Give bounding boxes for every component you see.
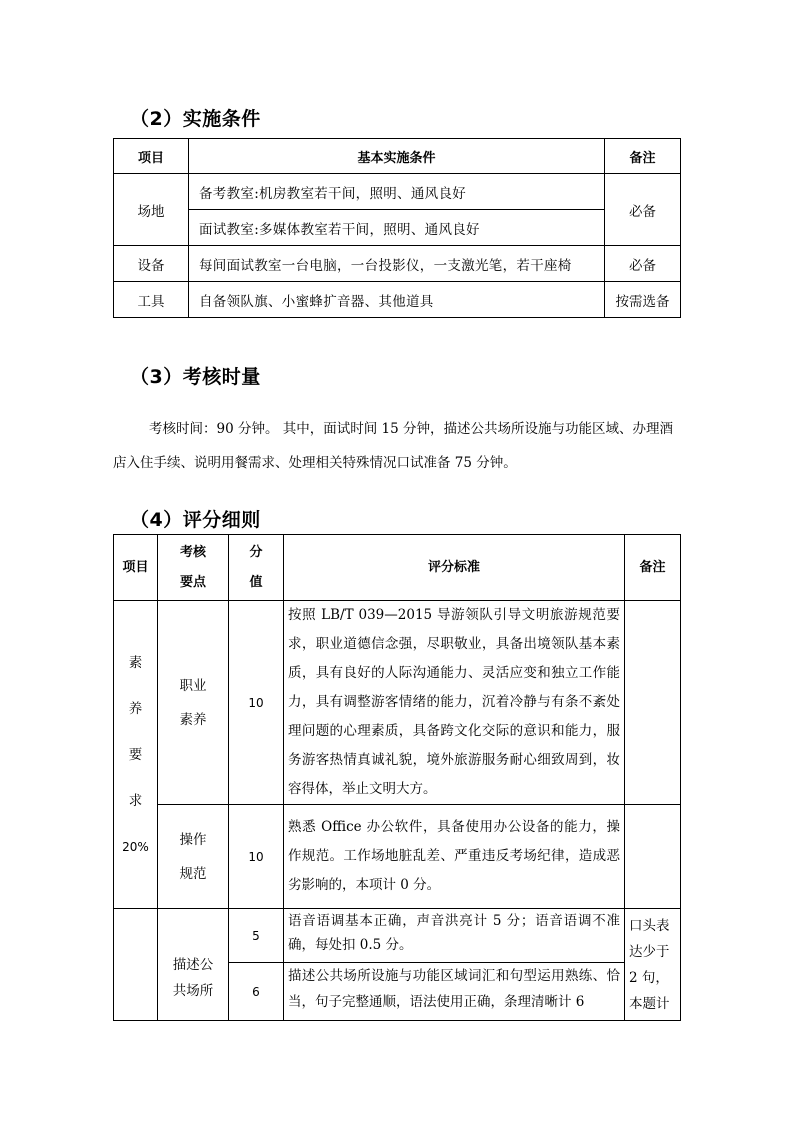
venue-note: 必备 [605,174,681,246]
table-header-row [114,535,681,601]
describe-note [625,909,681,1021]
tools-item: 工具 [114,282,189,318]
professional-note [625,601,681,805]
table-row-describe-1 [114,909,681,963]
operation-note [625,805,681,909]
table-header-row [114,139,681,174]
tools-condition: 自备领队旗、小蜜蜂扩音器、其他道具 [189,282,605,318]
literacy-char-4: 求 [128,792,143,809]
literacy-weight: 20% [122,839,149,854]
literacy-char-1: 素 [128,654,143,671]
describe-point-line-1: 描述公 [172,957,214,973]
describe-score-2: 6 [229,963,284,1021]
professional-score: 10 [229,601,284,805]
describe-note-line-4: 本题计 [629,995,670,1012]
scoring-table [113,534,681,1021]
section-title-scoring: （4）评分细则 [130,509,261,531]
section-title-duration: （3）考核时量 [130,366,261,388]
header-score-line-1: 分 [249,544,263,560]
header-item: 项目 [114,535,158,601]
describe-item [114,909,158,1021]
table-row-professional [114,601,681,805]
venue-item: 场地 [114,174,189,246]
operation-standard: 熟悉 Office 办公软件，具备使用办公设备的能力，操作规范。工作场地脏乱差、严重违反考场纪律，造成恶劣影响的，本项计 0 分。 [284,805,625,909]
header-point-line-1: 考核 [179,544,206,560]
operation-point [158,805,229,909]
operation-point-line-2: 规范 [179,865,207,882]
table-row-tools [114,282,681,318]
tools-note: 按需选备 [605,282,681,318]
professional-point [158,601,229,805]
header-score-line-2: 值 [249,574,263,590]
professional-point-line-1: 职业 [179,677,207,694]
header-point-line-2: 要点 [179,574,206,590]
literacy-char-2: 养 [128,700,143,717]
table-row-venue [114,174,681,210]
describe-note-line-3: 2 句， [629,969,669,986]
header-point [158,535,229,601]
describe-note-line-2: 达少于 [629,943,670,960]
describe-point [158,909,229,1021]
duration-paragraph: 考核时间：90 分钟。 其中，面试时间 15 分钟，描述公共场所设施与功能区域、办理酒店入住手续、说明用餐需求、处理相关特殊情况口试准备 75 分钟。 [113,421,674,471]
professional-standard: 按照 LB/T 039—2015 导游领队引导文明旅游规范要求，职业道德信念强，尽职敬业，具备出境领队基本素质，具有良好的人际沟通能力、灵活应变和独立工作能力，具有调整游客情绪的能力，沉着冷静与有条不紊处理问题的心理素质，具备跨文化交际的意识和能力，服务游客热情真诚礼貌，境外旅游服务耐心细致周到，妆容得体，举止文明大方。 [284,601,625,805]
describe-note-line-1: 口头表 [629,917,670,934]
header-standard: 评分标准 [284,535,625,601]
describe-score-1: 5 [229,909,284,963]
literacy-item [114,601,158,909]
describe-point-line-2: 共场所 [172,983,214,999]
equipment-item: 设备 [114,246,189,282]
table-row-venue-2 [114,210,681,246]
header-item: 项目 [114,139,189,174]
equipment-note: 必备 [605,246,681,282]
equipment-condition: 每间面试教室一台电脑，一台投影仪，一支激光笔，若干座椅 [189,246,605,282]
table-row-operation [114,805,681,909]
literacy-char-3: 要 [128,746,143,763]
professional-point-line-2: 素养 [179,711,207,728]
operation-point-line-1: 操作 [179,831,207,848]
conditions-table [113,138,681,318]
section-title-conditions: （2）实施条件 [130,108,261,130]
describe-standard-1: 语音语调基本正确，声音洪亮计 5 分；语音语调不准确，每处扣 0.5 分。 [284,909,625,963]
header-score [229,535,284,601]
table-row-equipment [114,246,681,282]
venue-interview-room: 面试教室:多媒体教室若干间，照明、通风良好 [189,210,605,246]
header-note: 备注 [605,139,681,174]
header-note: 备注 [625,535,681,601]
header-condition: 基本实施条件 [189,139,605,174]
venue-prep-room: 备考教室:机房教室若干间，照明、通风良好 [189,174,605,210]
describe-standard-2: 描述公共场所设施与功能区域词汇和句型运用熟练、恰当，句子完整通顺，语法使用正确，条理清晰计 6 [284,963,625,1021]
operation-score: 10 [229,805,284,909]
